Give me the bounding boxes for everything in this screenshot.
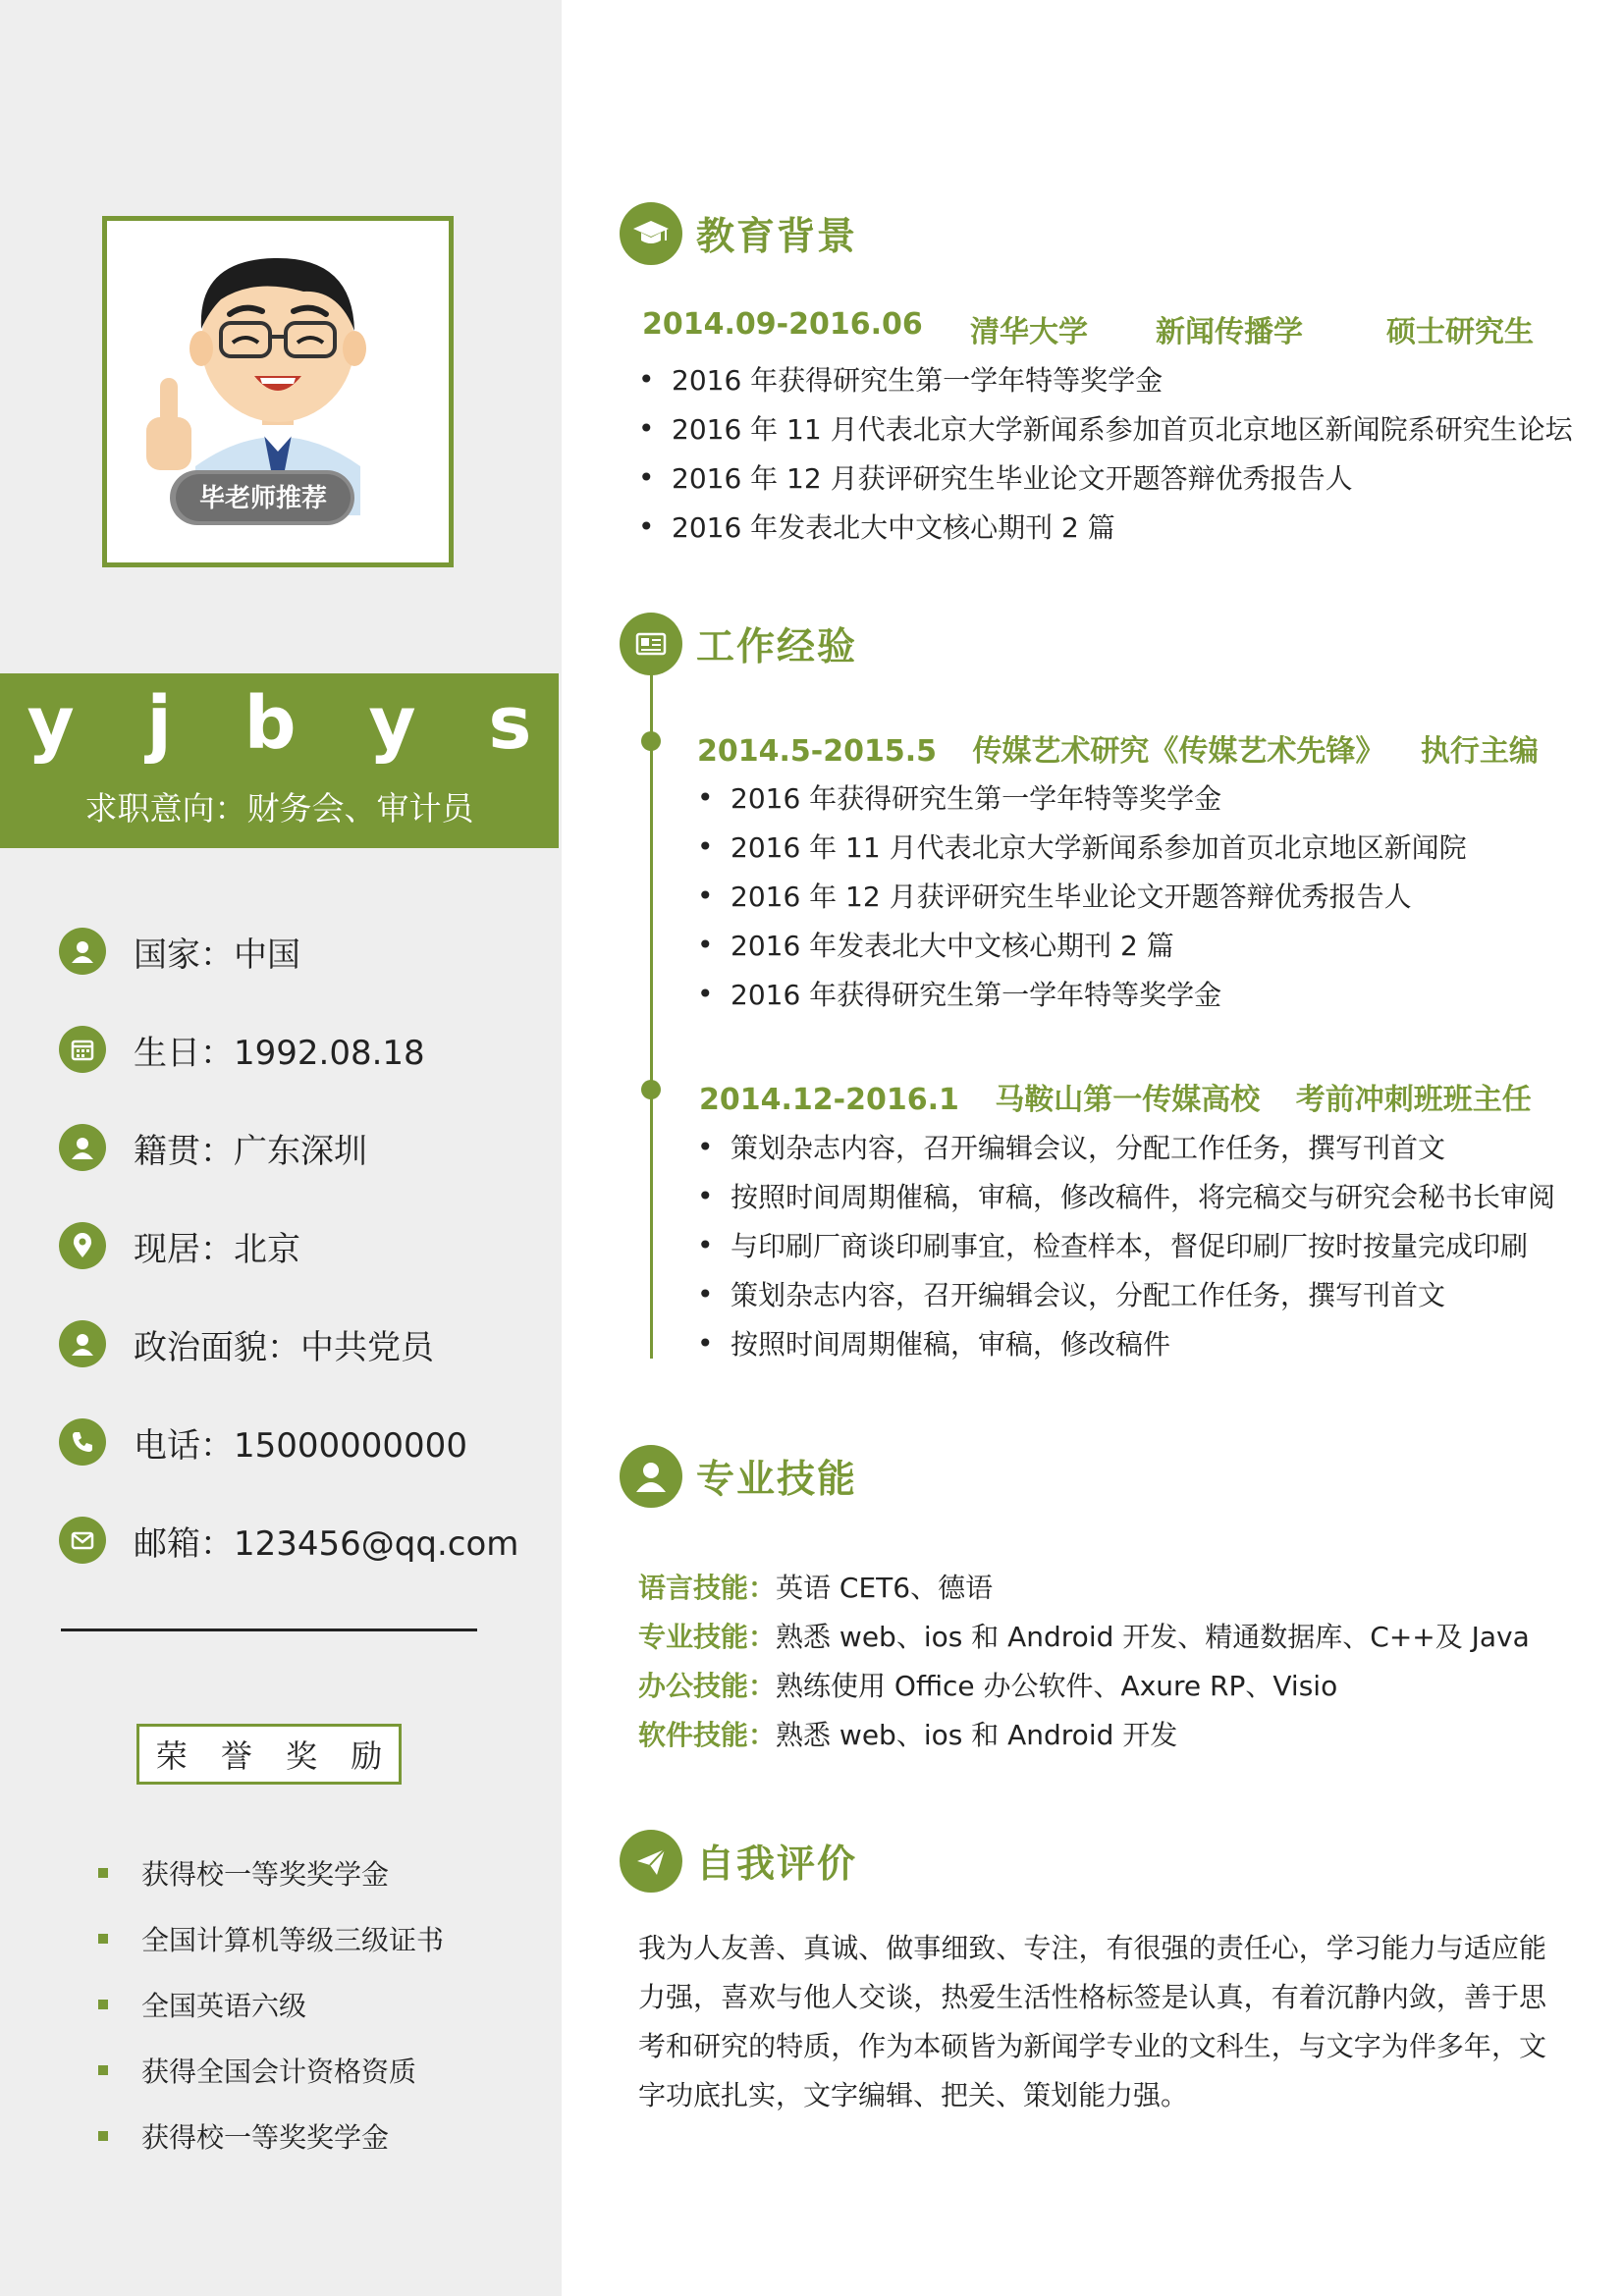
evaluation-section-header	[620, 1830, 857, 1893]
paper-plane-icon	[620, 1830, 682, 1893]
info-country-text: 国家：中国	[134, 934, 300, 975]
education-bullet: • 2016 年 11 月代表北京大学新闻系参加首页北京地区新闻院系研究生论坛	[638, 411, 1573, 446]
info-hometown	[59, 1123, 367, 1172]
name-band	[0, 673, 559, 848]
skill-row: 专业技能：熟悉 web、ios 和 Android 开发、精通数据库、C++及 Java	[638, 1621, 1530, 1653]
timeline-dot	[641, 731, 661, 751]
job-1-bullet: • 2016 年发表北大中文核心期刊 2 篇	[697, 928, 1174, 962]
honor-item: 获得校一等奖奖学金	[98, 1853, 389, 1893]
education-title: 教育背景	[696, 215, 858, 259]
job-2-bullet: • 策划杂志内容，召开编辑会议，分配工作任务，撰写刊首文	[697, 1277, 1446, 1311]
graduation-cap-icon	[620, 202, 682, 265]
user-icon	[59, 1320, 106, 1367]
skills-section-header	[620, 1445, 857, 1508]
location-pin-icon	[59, 1222, 106, 1269]
job-1-bullet: • 2016 年获得研究生第一学年特等奖学金	[697, 780, 1222, 815]
timeline-dot	[641, 1080, 661, 1099]
info-phone-text: 电话：15000000000	[134, 1425, 467, 1466]
self-evaluation-text: 我为人友善、真诚、做事细致、专注，有很强的责任心，学习能力与适应能力强，喜欢与他人交谈，热爱生活性格标签是认真，有着沉静内敛，善于思考和研究的特质，作为本硕皆为新闻学专业的文科生，与文字为伴多年，文字功底扎实，文字编辑、把关、策划能力强。	[638, 1932, 1546, 2111]
work-timeline	[650, 673, 653, 1359]
calendar-icon	[59, 1026, 106, 1073]
education-degree: 硕士研究生	[1386, 315, 1534, 349]
job-1-period: 2014.5-2015.5	[697, 734, 937, 769]
info-phone	[59, 1417, 467, 1467]
info-hometown-text: 籍贯：广东深圳	[134, 1131, 367, 1171]
photo-badge-text: 毕老师推荐	[198, 484, 328, 513]
education-bullet: • 2016 年发表北大中文核心期刊 2 篇	[638, 509, 1115, 544]
education-period: 2014.09-2016.06	[642, 307, 923, 342]
education-section-header	[620, 202, 857, 265]
job-2-period: 2014.12-2016.1	[699, 1083, 959, 1117]
id-card-icon	[620, 613, 682, 675]
honor-item: 全国计算机等级三级证书	[98, 1919, 444, 1958]
job-2-bullet: • 按照时间周期催稿，审稿，修改稿件	[697, 1326, 1171, 1361]
honor-item: 获得全国会计资格资质	[98, 2051, 416, 2090]
evaluation-title: 自我评价	[696, 1842, 858, 1887]
user-icon	[59, 1124, 106, 1171]
info-residence-text: 现居：北京	[134, 1229, 300, 1269]
skill-row: 办公技能：熟练使用 Office 办公软件、Axure RP、Visio	[638, 1670, 1338, 1702]
sidebar-divider	[61, 1629, 477, 1631]
job-1-role: 执行主编	[1420, 734, 1539, 769]
user-icon	[620, 1445, 682, 1508]
job-2-bullet: • 按照时间周期催稿，审稿，修改稿件，将完稿交与研究会秘书长审阅	[697, 1179, 1556, 1213]
candidate-name: y j b y s	[27, 681, 556, 766]
job-2-role: 考前冲刺班班主任	[1295, 1083, 1532, 1117]
profile-photo	[102, 216, 454, 567]
info-residence	[59, 1221, 300, 1270]
info-email-text: 邮箱：123456@qq.com	[134, 1523, 519, 1564]
job-1-company: 传媒艺术研究《传媒艺术先锋》	[972, 734, 1385, 769]
phone-icon	[59, 1418, 106, 1466]
honor-item: 获得校一等奖奖学金	[98, 2116, 389, 2156]
user-icon	[59, 928, 106, 975]
education-bullet: • 2016 年 12 月获评研究生毕业论文开题答辩优秀报告人	[638, 460, 1353, 495]
education-school: 清华大学	[970, 315, 1088, 349]
mail-icon	[59, 1517, 106, 1564]
skill-row: 语言技能：英语 CET6、德语	[638, 1572, 994, 1604]
work-section-header	[620, 613, 857, 675]
info-country	[59, 927, 300, 976]
info-email	[59, 1516, 518, 1565]
sidebar	[0, 0, 562, 2296]
honor-item: 全国英语六级	[98, 1985, 306, 2024]
job-2-header	[699, 1075, 1557, 1118]
job-1-header	[697, 726, 1564, 770]
job-2-bullet: • 与印刷厂商谈印刷事宜，检查样本，督促印刷厂按时按量完成印刷	[697, 1228, 1529, 1262]
info-political-text: 政治面貌：中共党员	[134, 1327, 434, 1367]
info-birthday	[59, 1025, 425, 1074]
info-political-status	[59, 1319, 434, 1368]
education-major: 新闻传播学	[1156, 315, 1303, 349]
skill-row: 软件技能：熟悉 web、ios 和 Android 开发	[638, 1719, 1178, 1751]
avatar-illustration	[107, 221, 449, 562]
job-1-bullet: • 2016 年 12 月获评研究生毕业论文开题答辩优秀报告人	[697, 879, 1412, 913]
honors-title: 荣 誉 奖 励	[136, 1724, 402, 1785]
job-intent: 求职意向：财务会、审计员	[84, 789, 474, 828]
job-1-bullet: • 2016 年获得研究生第一学年特等奖学金	[697, 977, 1222, 1011]
work-title: 工作经验	[696, 625, 858, 669]
job-1-bullet: • 2016 年 11 月代表北京大学新闻系参加首页北京地区新闻院	[697, 829, 1467, 864]
job-2-bullet: • 策划杂志内容，召开编辑会议，分配工作任务，撰写刊首文	[697, 1130, 1446, 1164]
info-birthday-text: 生日：1992.08.18	[134, 1033, 425, 1073]
job-2-company: 马鞍山第一传媒高校	[995, 1083, 1261, 1117]
education-bullet: • 2016 年获得研究生第一学年特等奖学金	[638, 362, 1164, 397]
skills-title: 专业技能	[696, 1458, 858, 1502]
